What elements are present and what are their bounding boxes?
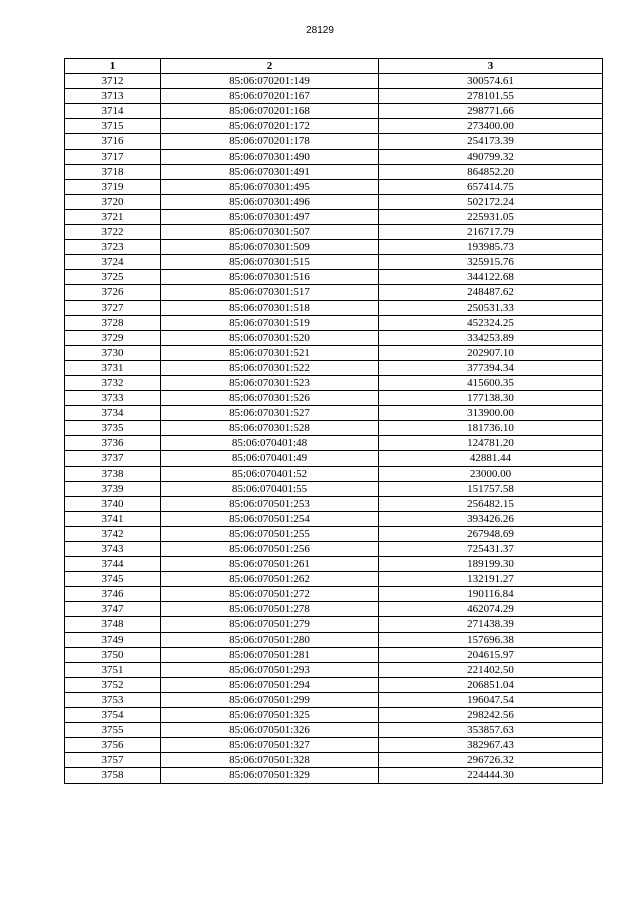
value-cell: 353857.63 [379, 723, 603, 738]
value-cell: 177138.30 [379, 391, 603, 406]
cadastral-number-cell: 85:06:070501:254 [161, 511, 379, 526]
row-number-cell: 3724 [65, 255, 161, 270]
row-number-cell: 3751 [65, 662, 161, 677]
value-cell: 271438.39 [379, 617, 603, 632]
row-number-cell: 3747 [65, 602, 161, 617]
row-number-cell: 3717 [65, 149, 161, 164]
table-row [65, 647, 603, 662]
cadastral-number-cell: 85:06:070501:256 [161, 542, 379, 557]
row-number-cell: 3745 [65, 572, 161, 587]
table-row [65, 677, 603, 692]
cadastral-number-cell: 85:06:070301:517 [161, 285, 379, 300]
value-cell: 204615.97 [379, 647, 603, 662]
value-cell: 278101.55 [379, 89, 603, 104]
value-cell: 657414.75 [379, 179, 603, 194]
value-cell: 189199.30 [379, 557, 603, 572]
value-cell: 300574.61 [379, 74, 603, 89]
column-header-2: 2 [161, 59, 379, 74]
data-table [64, 58, 603, 784]
cadastral-number-cell: 85:06:070301:495 [161, 179, 379, 194]
table-body [65, 74, 603, 783]
row-number-cell: 3730 [65, 345, 161, 360]
row-number-cell: 3714 [65, 104, 161, 119]
cadastral-number-cell: 85:06:070301:526 [161, 391, 379, 406]
row-number-cell: 3722 [65, 225, 161, 240]
value-cell: 296726.32 [379, 753, 603, 768]
table-row [65, 617, 603, 632]
row-number-cell: 3743 [65, 542, 161, 557]
cadastral-number-cell: 85:06:070301:497 [161, 209, 379, 224]
table-row [65, 194, 603, 209]
cadastral-number-cell: 85:06:070201:167 [161, 89, 379, 104]
value-cell: 254173.39 [379, 134, 603, 149]
cadastral-number-cell: 85:06:070501:329 [161, 768, 379, 783]
value-cell: 196047.54 [379, 692, 603, 707]
table-row [65, 557, 603, 572]
value-cell: 344122.68 [379, 270, 603, 285]
value-cell: 42881.44 [379, 451, 603, 466]
table-row [65, 104, 603, 119]
cadastral-number-cell: 85:06:070401:49 [161, 451, 379, 466]
cadastral-number-cell: 85:06:070501:278 [161, 602, 379, 617]
row-number-cell: 3725 [65, 270, 161, 285]
cadastral-number-cell: 85:06:070501:325 [161, 708, 379, 723]
value-cell: 382967.43 [379, 738, 603, 753]
row-number-cell: 3728 [65, 315, 161, 330]
value-cell: 216717.79 [379, 225, 603, 240]
cadastral-number-cell: 85:06:070301:509 [161, 240, 379, 255]
cadastral-number-cell: 85:06:070301:523 [161, 375, 379, 390]
cadastral-number-cell: 85:06:070301:528 [161, 421, 379, 436]
table-row [65, 451, 603, 466]
cadastral-number-cell: 85:06:070501:253 [161, 496, 379, 511]
row-number-cell: 3757 [65, 753, 161, 768]
value-cell: 490799.32 [379, 149, 603, 164]
value-cell: 190116.84 [379, 587, 603, 602]
value-cell: 124781.20 [379, 436, 603, 451]
table-row [65, 149, 603, 164]
table-row [65, 300, 603, 315]
row-number-cell: 3741 [65, 511, 161, 526]
row-number-cell: 3718 [65, 164, 161, 179]
value-cell: 256482.15 [379, 496, 603, 511]
row-number-cell: 3758 [65, 768, 161, 783]
table-row [65, 89, 603, 104]
table-row [65, 436, 603, 451]
value-cell: 298771.66 [379, 104, 603, 119]
table-row [65, 692, 603, 707]
row-number-cell: 3754 [65, 708, 161, 723]
cadastral-number-cell: 85:06:070501:293 [161, 662, 379, 677]
cadastral-number-cell: 85:06:070501:294 [161, 677, 379, 692]
row-number-cell: 3735 [65, 421, 161, 436]
cadastral-number-cell: 85:06:070401:55 [161, 481, 379, 496]
table-row [65, 723, 603, 738]
value-cell: 502172.24 [379, 194, 603, 209]
cadastral-number-cell: 85:06:070401:52 [161, 466, 379, 481]
row-number-cell: 3733 [65, 391, 161, 406]
row-number-cell: 3755 [65, 723, 161, 738]
value-cell: 250531.33 [379, 300, 603, 315]
cadastral-number-cell: 85:06:070501:328 [161, 753, 379, 768]
row-number-cell: 3740 [65, 496, 161, 511]
value-cell: 298242.56 [379, 708, 603, 723]
row-number-cell: 3734 [65, 406, 161, 421]
table-row [65, 360, 603, 375]
table-row [65, 164, 603, 179]
cadastral-number-cell: 85:06:070501:326 [161, 723, 379, 738]
row-number-cell: 3742 [65, 526, 161, 541]
row-number-cell: 3713 [65, 89, 161, 104]
row-number-cell: 3732 [65, 375, 161, 390]
table-row [65, 74, 603, 89]
row-number-cell: 3756 [65, 738, 161, 753]
cadastral-number-cell: 85:06:070301:515 [161, 255, 379, 270]
table-row [65, 602, 603, 617]
value-cell: 132191.27 [379, 572, 603, 587]
cadastral-number-cell: 85:06:070201:168 [161, 104, 379, 119]
table-row [65, 708, 603, 723]
table-row [65, 466, 603, 481]
value-cell: 313900.00 [379, 406, 603, 421]
value-cell: 202907.10 [379, 345, 603, 360]
cadastral-number-cell: 85:06:070301:521 [161, 345, 379, 360]
column-header-1: 1 [65, 59, 161, 74]
row-number-cell: 3723 [65, 240, 161, 255]
value-cell: 193985.73 [379, 240, 603, 255]
cadastral-number-cell: 85:06:070301:490 [161, 149, 379, 164]
value-cell: 462074.29 [379, 602, 603, 617]
row-number-cell: 3729 [65, 330, 161, 345]
table-header-row [65, 59, 603, 74]
cadastral-number-cell: 85:06:070201:149 [161, 74, 379, 89]
table-row [65, 330, 603, 345]
cadastral-number-cell: 85:06:070201:178 [161, 134, 379, 149]
row-number-cell: 3727 [65, 300, 161, 315]
table-row [65, 225, 603, 240]
cadastral-number-cell: 85:06:070501:281 [161, 647, 379, 662]
value-cell: 221402.50 [379, 662, 603, 677]
row-number-cell: 3712 [65, 74, 161, 89]
cadastral-number-cell: 85:06:070301:519 [161, 315, 379, 330]
value-cell: 452324.25 [379, 315, 603, 330]
row-number-cell: 3715 [65, 119, 161, 134]
table-row [65, 587, 603, 602]
table-row [65, 511, 603, 526]
cadastral-number-cell: 85:06:070501:279 [161, 617, 379, 632]
table-row [65, 391, 603, 406]
row-number-cell: 3731 [65, 360, 161, 375]
table-row [65, 375, 603, 390]
row-number-cell: 3752 [65, 677, 161, 692]
table-row [65, 572, 603, 587]
value-cell: 725431.37 [379, 542, 603, 557]
table-row [65, 315, 603, 330]
cadastral-number-cell: 85:06:070201:172 [161, 119, 379, 134]
value-cell: 151757.58 [379, 481, 603, 496]
row-number-cell: 3744 [65, 557, 161, 572]
value-cell: 23000.00 [379, 466, 603, 481]
value-cell: 225931.05 [379, 209, 603, 224]
row-number-cell: 3716 [65, 134, 161, 149]
cadastral-number-cell: 85:06:070501:327 [161, 738, 379, 753]
cadastral-number-cell: 85:06:070301:516 [161, 270, 379, 285]
value-cell: 325915.76 [379, 255, 603, 270]
cadastral-number-cell: 85:06:070501:280 [161, 632, 379, 647]
value-cell: 334253.89 [379, 330, 603, 345]
row-number-cell: 3749 [65, 632, 161, 647]
value-cell: 248487.62 [379, 285, 603, 300]
cadastral-number-cell: 85:06:070301:496 [161, 194, 379, 209]
cadastral-number-cell: 85:06:070301:507 [161, 225, 379, 240]
row-number-cell: 3746 [65, 587, 161, 602]
row-number-cell: 3737 [65, 451, 161, 466]
table-row [65, 240, 603, 255]
table-row [65, 662, 603, 677]
cadastral-number-cell: 85:06:070301:522 [161, 360, 379, 375]
column-header-3: 3 [379, 59, 603, 74]
cadastral-number-cell: 85:06:070301:518 [161, 300, 379, 315]
value-cell: 181736.10 [379, 421, 603, 436]
value-cell: 377394.34 [379, 360, 603, 375]
table-row [65, 421, 603, 436]
table-row [65, 496, 603, 511]
table-row [65, 134, 603, 149]
table-row [65, 255, 603, 270]
row-number-cell: 3726 [65, 285, 161, 300]
table-row [65, 285, 603, 300]
value-cell: 273400.00 [379, 119, 603, 134]
row-number-cell: 3739 [65, 481, 161, 496]
row-number-cell: 3750 [65, 647, 161, 662]
table-row [65, 209, 603, 224]
table-row [65, 179, 603, 194]
table-row [65, 406, 603, 421]
row-number-cell: 3719 [65, 179, 161, 194]
value-cell: 864852.20 [379, 164, 603, 179]
value-cell: 393426.26 [379, 511, 603, 526]
cadastral-number-cell: 85:06:070401:48 [161, 436, 379, 451]
cadastral-number-cell: 85:06:070501:262 [161, 572, 379, 587]
value-cell: 415600.35 [379, 375, 603, 390]
row-number-cell: 3738 [65, 466, 161, 481]
row-number-cell: 3736 [65, 436, 161, 451]
row-number-cell: 3720 [65, 194, 161, 209]
value-cell: 224444.30 [379, 768, 603, 783]
cadastral-number-cell: 85:06:070501:255 [161, 526, 379, 541]
cadastral-number-cell: 85:06:070301:491 [161, 164, 379, 179]
table-row [65, 542, 603, 557]
row-number-cell: 3748 [65, 617, 161, 632]
table-row [65, 753, 603, 768]
cadastral-number-cell: 85:06:070501:272 [161, 587, 379, 602]
cadastral-number-cell: 85:06:070301:527 [161, 406, 379, 421]
cadastral-number-cell: 85:06:070501:261 [161, 557, 379, 572]
table-row [65, 119, 603, 134]
row-number-cell: 3753 [65, 692, 161, 707]
table-row [65, 768, 603, 783]
table-row [65, 270, 603, 285]
row-number-cell: 3721 [65, 209, 161, 224]
table-row [65, 632, 603, 647]
page-number: 28129 [306, 25, 334, 36]
table-row [65, 345, 603, 360]
cadastral-number-cell: 85:06:070501:299 [161, 692, 379, 707]
value-cell: 157696.38 [379, 632, 603, 647]
table-row [65, 526, 603, 541]
value-cell: 206851.04 [379, 677, 603, 692]
cadastral-number-cell: 85:06:070301:520 [161, 330, 379, 345]
table-row [65, 481, 603, 496]
value-cell: 267948.69 [379, 526, 603, 541]
table-row [65, 738, 603, 753]
